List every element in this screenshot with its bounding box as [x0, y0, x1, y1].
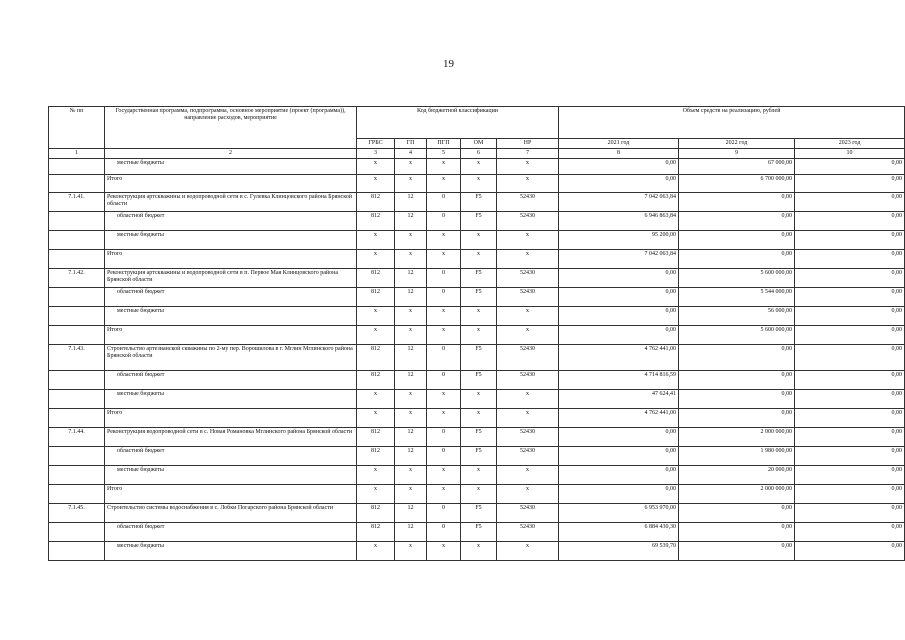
code-om: F5 [461, 212, 497, 231]
budget-table [48, 106, 905, 561]
amount-2021: 0,00 [559, 466, 679, 485]
amount-2022: 0,00 [679, 371, 795, 390]
amount-2021: 7 042 063,84 [559, 193, 679, 212]
amount-2021: 4 762 441,00 [559, 409, 679, 428]
header-gp: ГП [395, 139, 427, 149]
code-nr: 52430 [497, 193, 559, 212]
code-om: F5 [461, 269, 497, 288]
code-pgp: х [427, 175, 461, 193]
row-name: Итого [105, 485, 357, 504]
amount-2021: 0,00 [559, 326, 679, 345]
code-pgp: 0 [427, 288, 461, 307]
code-om: F5 [461, 447, 497, 466]
row-number: 7.1.42. [49, 269, 105, 288]
header-2023: 2023 год [795, 139, 905, 149]
amount-2023: 0,00 [795, 175, 905, 193]
code-nr: х [497, 307, 559, 326]
amount-2021: 0,00 [559, 447, 679, 466]
amount-2023: 0,00 [795, 250, 905, 269]
code-om: х [461, 231, 497, 250]
page-number: 19 [443, 58, 454, 70]
amount-2022: 5 600 000,00 [679, 269, 795, 288]
amount-2021: 0,00 [559, 175, 679, 193]
amount-2022: 67 000,00 [679, 159, 795, 175]
code-grbs: 812 [357, 212, 395, 231]
amount-2022: 0,00 [679, 212, 795, 231]
code-nr: 52430 [497, 428, 559, 447]
row-number [49, 371, 105, 390]
amount-2023: 0,00 [795, 159, 905, 175]
table-row [49, 390, 905, 409]
row-number [49, 326, 105, 345]
row-number [49, 466, 105, 485]
amount-2022: 0,00 [679, 193, 795, 212]
row-name: местные бюджеты [105, 390, 357, 409]
header-2022: 2022 год [679, 139, 795, 149]
row-number [49, 409, 105, 428]
column-numbers-row [49, 149, 905, 159]
table-row [49, 428, 905, 447]
row-number [49, 175, 105, 193]
amount-2021: 6 946 863,84 [559, 212, 679, 231]
amount-2021: 0,00 [559, 485, 679, 504]
code-grbs: х [357, 409, 395, 428]
col-number: 7 [497, 149, 559, 159]
row-name: областной бюджет [105, 447, 357, 466]
table-row [49, 409, 905, 428]
code-grbs: 812 [357, 447, 395, 466]
header-grbs: ГРБС [357, 139, 395, 149]
table-row [49, 326, 905, 345]
code-grbs: х [357, 326, 395, 345]
header-pgp: ПГП [427, 139, 461, 149]
code-gp: х [395, 390, 427, 409]
table-row [49, 504, 905, 523]
amount-2021: 0,00 [559, 269, 679, 288]
code-om: х [461, 250, 497, 269]
code-pgp: х [427, 250, 461, 269]
code-grbs: х [357, 485, 395, 504]
code-gp: 12 [395, 523, 427, 542]
code-om: х [461, 307, 497, 326]
row-number [49, 485, 105, 504]
row-number [49, 250, 105, 269]
amount-2023: 0,00 [795, 269, 905, 288]
code-gp: х [395, 307, 427, 326]
code-gp: 12 [395, 447, 427, 466]
header-name: Государственная программа, подпрограмма, основное мероприятие (проект (программа)), направление расходов, мероприятие [105, 107, 357, 149]
code-pgp: х [427, 326, 461, 345]
amount-2023: 0,00 [795, 542, 905, 561]
amount-2023: 0,00 [795, 345, 905, 371]
code-om: х [461, 390, 497, 409]
amount-2023: 0,00 [795, 466, 905, 485]
row-number: 7.1.43. [49, 345, 105, 371]
row-name: Итого [105, 409, 357, 428]
header-row [49, 107, 905, 139]
code-nr: х [497, 326, 559, 345]
code-gp: 12 [395, 288, 427, 307]
table-row [49, 269, 905, 288]
code-grbs: 812 [357, 504, 395, 523]
code-gp: 12 [395, 428, 427, 447]
code-nr: 52430 [497, 371, 559, 390]
row-name: Реконструкция артскважины и водопроводной сети в с. Гулевка Клинцовского района Брянской области [105, 193, 357, 212]
code-grbs: х [357, 250, 395, 269]
code-pgp: х [427, 542, 461, 561]
table-row [49, 542, 905, 561]
code-gp: 12 [395, 345, 427, 371]
amount-2021: 4 762 441,00 [559, 345, 679, 371]
code-pgp: х [427, 159, 461, 175]
code-gp: х [395, 175, 427, 193]
amount-2021: 0,00 [559, 288, 679, 307]
row-number: 7.1.45. [49, 504, 105, 523]
code-grbs: х [357, 307, 395, 326]
row-name: областной бюджет [105, 371, 357, 390]
code-grbs: 812 [357, 269, 395, 288]
code-nr: 52430 [497, 288, 559, 307]
amount-2022: 0,00 [679, 409, 795, 428]
code-nr: 52430 [497, 523, 559, 542]
row-name: Реконструкция водопроводной сети в с. Новая Романовка Мглинского района Брянской области [105, 428, 357, 447]
amount-2021: 6 953 970,00 [559, 504, 679, 523]
header-om: ОМ [461, 139, 497, 149]
code-gp: х [395, 326, 427, 345]
row-name: местные бюджеты [105, 307, 357, 326]
amount-2021: 69 539,70 [559, 542, 679, 561]
code-grbs: х [357, 159, 395, 175]
amount-2021: 0,00 [559, 428, 679, 447]
code-pgp: 0 [427, 212, 461, 231]
amount-2022: 0,00 [679, 231, 795, 250]
code-nr: х [497, 390, 559, 409]
row-number: 7.1.41. [49, 193, 105, 212]
amount-2021: 0,00 [559, 307, 679, 326]
code-nr: х [497, 485, 559, 504]
code-gp: х [395, 466, 427, 485]
code-om: х [461, 159, 497, 175]
row-name: местные бюджеты [105, 466, 357, 485]
amount-2021: 6 884 430,30 [559, 523, 679, 542]
amount-2022: 0,00 [679, 542, 795, 561]
amount-2023: 0,00 [795, 231, 905, 250]
code-pgp: х [427, 307, 461, 326]
code-pgp: х [427, 466, 461, 485]
header-2021: 2021 год [559, 139, 679, 149]
code-om: F5 [461, 288, 497, 307]
code-grbs: х [357, 542, 395, 561]
row-number [49, 447, 105, 466]
code-grbs: х [357, 390, 395, 409]
row-name: местные бюджеты [105, 542, 357, 561]
code-pgp: 0 [427, 447, 461, 466]
amount-2021: 95 200,00 [559, 231, 679, 250]
row-number [49, 212, 105, 231]
code-nr: 52430 [497, 345, 559, 371]
code-gp: 12 [395, 504, 427, 523]
code-pgp: х [427, 231, 461, 250]
col-number: 6 [461, 149, 497, 159]
col-number: 1 [49, 149, 105, 159]
code-grbs: 812 [357, 371, 395, 390]
table-row [49, 212, 905, 231]
table-row [49, 307, 905, 326]
code-om: х [461, 326, 497, 345]
amount-2022: 20 000,00 [679, 466, 795, 485]
amount-2021: 47 624,41 [559, 390, 679, 409]
amount-2023: 0,00 [795, 504, 905, 523]
row-number [49, 231, 105, 250]
amount-2022: 0,00 [679, 250, 795, 269]
row-name: Итого [105, 175, 357, 193]
code-pgp: 0 [427, 193, 461, 212]
code-om: х [461, 542, 497, 561]
amount-2022: 0,00 [679, 390, 795, 409]
code-om: F5 [461, 345, 497, 371]
code-grbs: 812 [357, 193, 395, 212]
code-gp: х [395, 485, 427, 504]
code-om: F5 [461, 371, 497, 390]
row-number: 7.1.44. [49, 428, 105, 447]
amount-2023: 0,00 [795, 193, 905, 212]
row-name: областной бюджет [105, 523, 357, 542]
row-number [49, 159, 105, 175]
table-row [49, 466, 905, 485]
table-row [49, 193, 905, 212]
table-row [49, 371, 905, 390]
amount-2022: 2 000 000,00 [679, 428, 795, 447]
amount-2022: 1 980 000,00 [679, 447, 795, 466]
col-number: 3 [357, 149, 395, 159]
code-pgp: 0 [427, 428, 461, 447]
amount-2023: 0,00 [795, 428, 905, 447]
code-grbs: х [357, 175, 395, 193]
amount-2021: 7 042 063,84 [559, 250, 679, 269]
code-grbs: х [357, 231, 395, 250]
amount-2022: 5 600 000,00 [679, 326, 795, 345]
header-num: № пп [49, 107, 105, 149]
amount-2022: 0,00 [679, 345, 795, 371]
table-row [49, 523, 905, 542]
code-grbs: 812 [357, 345, 395, 371]
code-pgp: 0 [427, 371, 461, 390]
row-number [49, 523, 105, 542]
row-number [49, 390, 105, 409]
col-number: 9 [679, 149, 795, 159]
amount-2023: 0,00 [795, 288, 905, 307]
code-pgp: 0 [427, 269, 461, 288]
code-gp: 12 [395, 269, 427, 288]
amount-2022: 2 000 000,00 [679, 485, 795, 504]
row-name: Реконструкция артскважины и водопроводной сети в п. Первое Мая Клинцовского района Брянской области [105, 269, 357, 288]
amount-2023: 0,00 [795, 371, 905, 390]
code-om: F5 [461, 523, 497, 542]
code-nr: х [497, 175, 559, 193]
row-name: Итого [105, 250, 357, 269]
table-row [49, 345, 905, 371]
table-row [49, 485, 905, 504]
code-nr: 52430 [497, 212, 559, 231]
row-name: областной бюджет [105, 212, 357, 231]
code-nr: х [497, 250, 559, 269]
amount-2021: 4 714 816,59 [559, 371, 679, 390]
table-row [49, 288, 905, 307]
col-number: 10 [795, 149, 905, 159]
amount-2022: 6 700 000,00 [679, 175, 795, 193]
row-name: местные бюджеты [105, 159, 357, 175]
amount-2022: 0,00 [679, 523, 795, 542]
amount-2023: 0,00 [795, 485, 905, 504]
code-gp: х [395, 250, 427, 269]
code-gp: 12 [395, 193, 427, 212]
code-nr: 52430 [497, 269, 559, 288]
header-funds: Объем средств на реализацию, рублей [559, 107, 905, 139]
code-nr: 52430 [497, 504, 559, 523]
code-grbs: 812 [357, 428, 395, 447]
table-row [49, 175, 905, 193]
amount-2023: 0,00 [795, 409, 905, 428]
code-gp: х [395, 231, 427, 250]
amount-2021: 0,00 [559, 159, 679, 175]
code-pgp: 0 [427, 523, 461, 542]
code-pgp: х [427, 390, 461, 409]
row-name: областной бюджет [105, 288, 357, 307]
col-number: 5 [427, 149, 461, 159]
code-om: х [461, 466, 497, 485]
code-nr: 52430 [497, 447, 559, 466]
code-om: F5 [461, 504, 497, 523]
amount-2022: 5 544 000,00 [679, 288, 795, 307]
row-number [49, 542, 105, 561]
amount-2023: 0,00 [795, 523, 905, 542]
col-number: 2 [105, 149, 357, 159]
header-nr: НР [497, 139, 559, 149]
header-kbk: Код бюджетной классификации [357, 107, 559, 139]
code-gp: х [395, 409, 427, 428]
row-number [49, 288, 105, 307]
amount-2023: 0,00 [795, 390, 905, 409]
code-gp: х [395, 542, 427, 561]
col-number: 8 [559, 149, 679, 159]
table-row [49, 447, 905, 466]
row-name: местные бюджеты [105, 231, 357, 250]
code-nr: х [497, 466, 559, 485]
row-name: Строительство артезианской скважины по 2-му пер. Ворошилова в г. Мглин Мглинского района Брянской области [105, 345, 357, 371]
amount-2023: 0,00 [795, 326, 905, 345]
col-number: 4 [395, 149, 427, 159]
code-om: х [461, 485, 497, 504]
code-nr: х [497, 159, 559, 175]
code-gp: 12 [395, 212, 427, 231]
amount-2023: 0,00 [795, 307, 905, 326]
table-row [49, 250, 905, 269]
code-pgp: х [427, 485, 461, 504]
code-nr: х [497, 231, 559, 250]
row-name: Строительство системы водоснабжения в с. Лобки Погарского района Брянской области [105, 504, 357, 523]
amount-2023: 0,00 [795, 447, 905, 466]
code-grbs: х [357, 466, 395, 485]
code-om: F5 [461, 193, 497, 212]
code-om: х [461, 175, 497, 193]
code-grbs: 812 [357, 523, 395, 542]
row-name: Итого [105, 326, 357, 345]
code-nr: х [497, 542, 559, 561]
code-om: F5 [461, 428, 497, 447]
code-gp: х [395, 159, 427, 175]
table-row [49, 159, 905, 175]
code-nr: х [497, 409, 559, 428]
code-om: х [461, 409, 497, 428]
amount-2022: 0,00 [679, 504, 795, 523]
table-row [49, 231, 905, 250]
amount-2022: 56 000,00 [679, 307, 795, 326]
code-grbs: 812 [357, 288, 395, 307]
code-pgp: 0 [427, 504, 461, 523]
code-pgp: х [427, 409, 461, 428]
code-gp: 12 [395, 371, 427, 390]
amount-2023: 0,00 [795, 212, 905, 231]
code-pgp: 0 [427, 345, 461, 371]
row-number [49, 307, 105, 326]
